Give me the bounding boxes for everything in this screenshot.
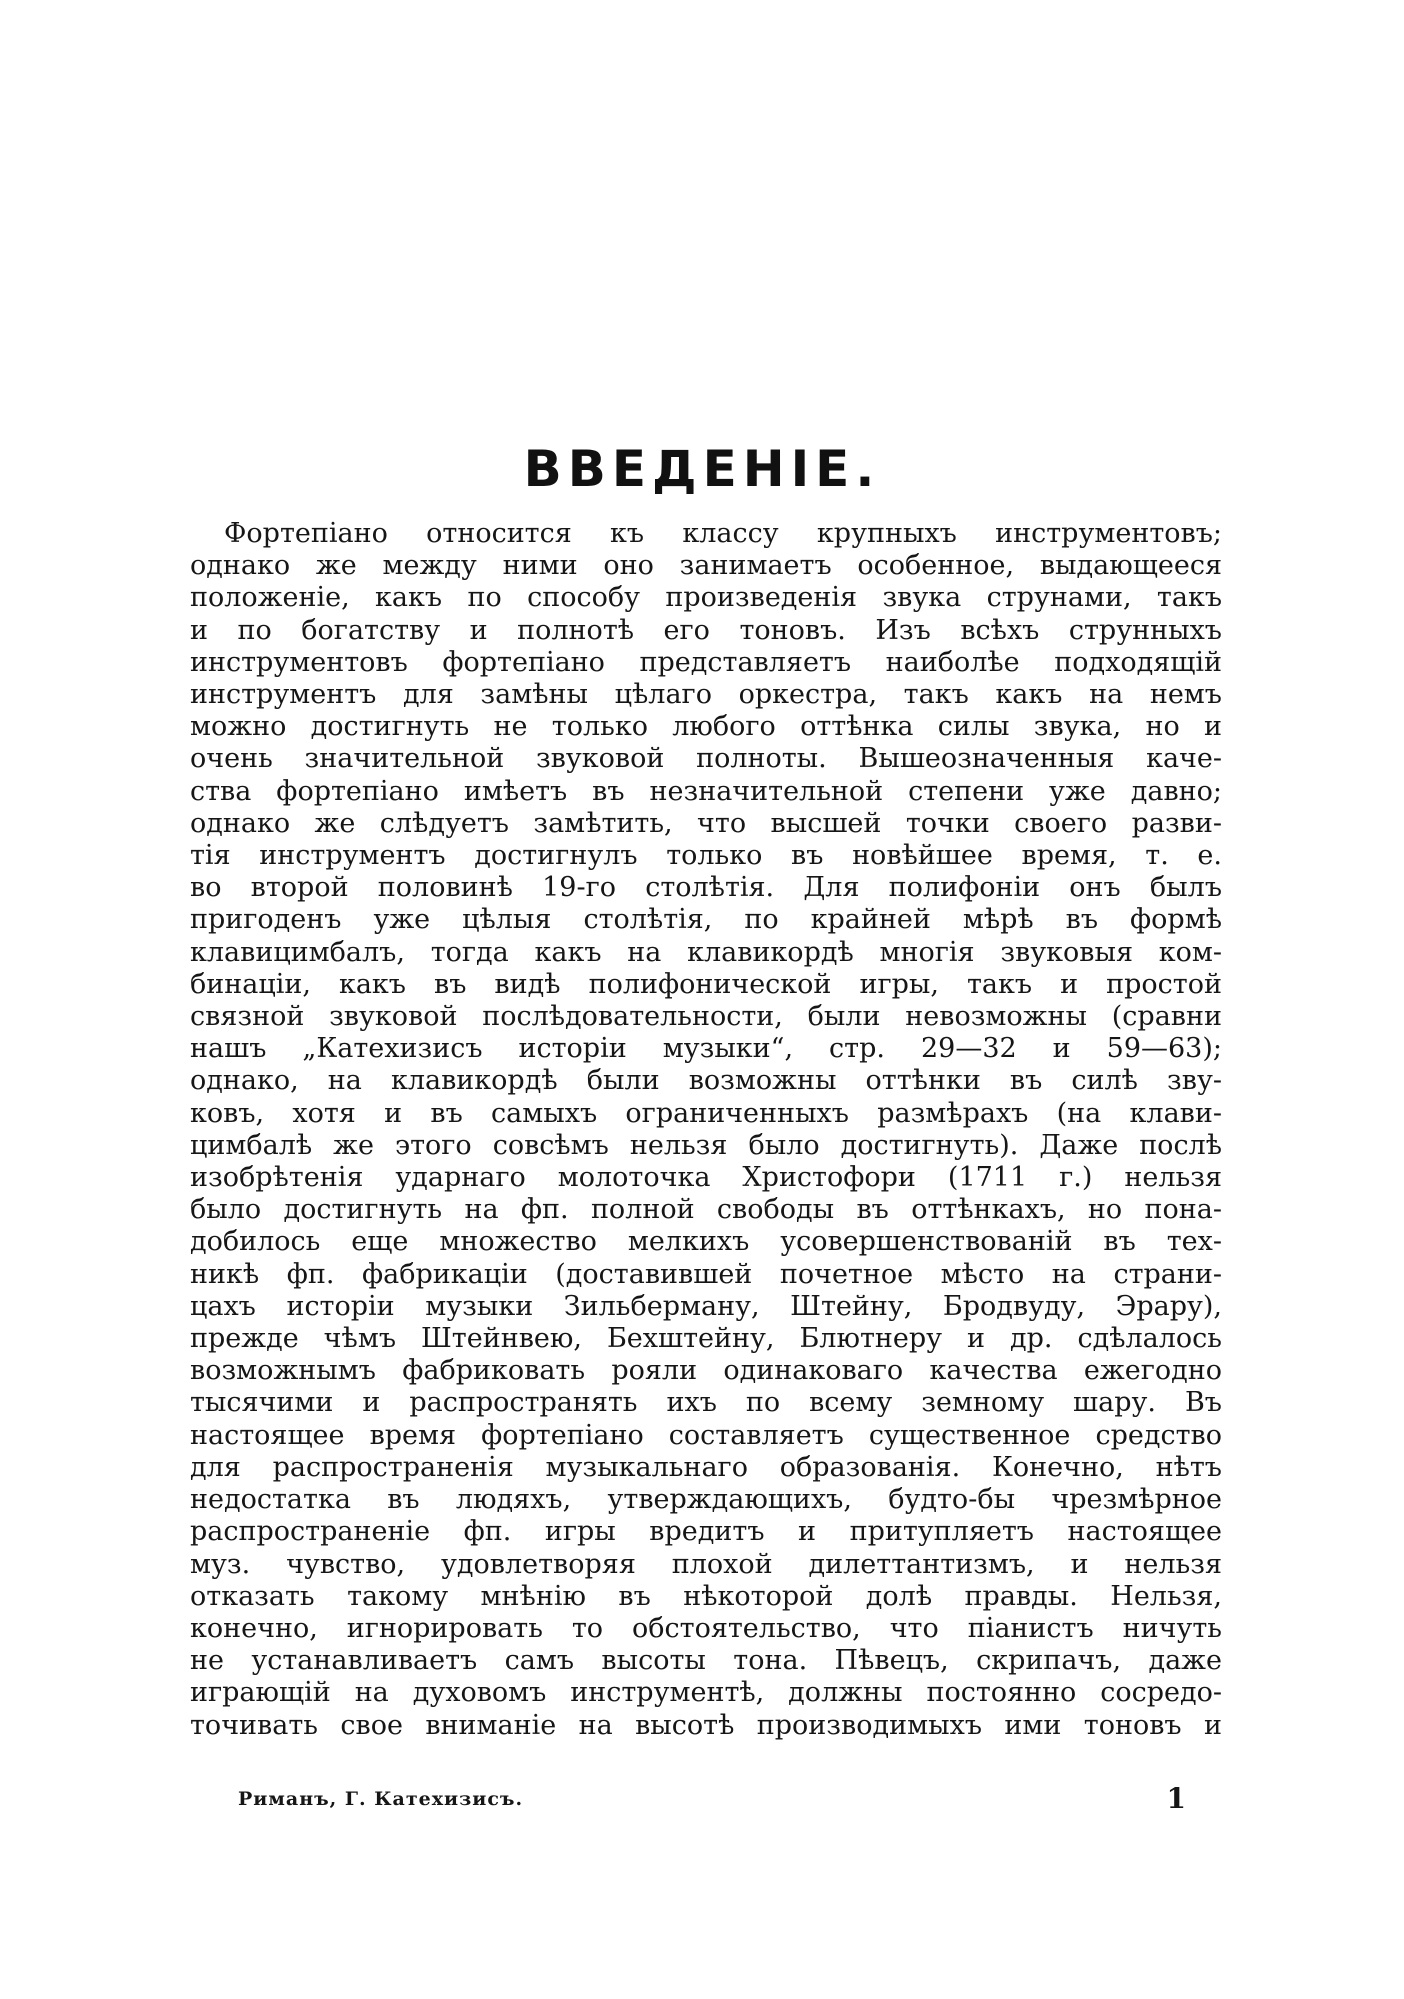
text-line: изобрѣтенія ударнаго молоточка Христофори (1711 г.) нельзя [190, 1162, 1222, 1194]
text-line: возможнымъ фабриковать рояли одинаковаго качества ежегодно [190, 1355, 1222, 1387]
text-line: цахъ исторіи музыки Зильберману, Штейну, Бродвуду, Эрару), [190, 1290, 1222, 1322]
text-line: пригоденъ уже цѣлыя столѣтія, по крайней мѣрѣ въ формѣ [190, 904, 1222, 936]
text-line: инструментовъ фортепіано представляетъ наиболѣе подходящій [190, 646, 1222, 678]
running-head: Риманъ, Г. Катехизисъ. [238, 1788, 524, 1810]
text-line: недостатка въ людяхъ, утверждающихъ, будто-бы чрезмѣрное [190, 1484, 1222, 1516]
text-line: конечно, игнорировать то обстоятельство, что піанистъ ничуть [190, 1612, 1222, 1644]
text-line: и по богатству и полнотѣ его тоновъ. Изъ всѣхъ струнныхъ [190, 614, 1222, 646]
text-line: ковъ, хотя и въ самыхъ ограниченныхъ размѣрахъ (на клави- [190, 1097, 1222, 1129]
text-line: однако же слѣдуетъ замѣтить, что высшей точки своего разви- [190, 807, 1222, 839]
text-line: однако же между ними оно занимаетъ особенное, выдающееся [190, 550, 1222, 582]
text-line: добилось еще множество мелкихъ усовершенствованій въ тех- [190, 1226, 1222, 1258]
page-number: 1 [1166, 1782, 1186, 1815]
text-line: играющій на духовомъ инструментѣ, должны постоянно сосредо- [190, 1677, 1222, 1709]
text-line: Фортепіано относится къ классу крупныхъ инструментовъ; [224, 518, 1222, 549]
text-line: ства фортепіано имѣетъ въ незначительной степени уже давно; [190, 775, 1222, 807]
text-line: точивать свое вниманіе на высотѣ производимыхъ ими тоновъ и [190, 1709, 1222, 1741]
text-line: связной звуковой послѣдовательности, были невозможны (сравни [190, 1001, 1222, 1033]
text-line: во второй половинѣ 19-го столѣтія. Для полифоніи онъ былъ [190, 872, 1222, 904]
text-line: тія инструментъ достигнулъ только въ новѣйшее время, т. е. [190, 840, 1222, 872]
text-line: бинаціи, какъ въ видѣ полифонической игры, такъ и простой [190, 968, 1222, 1000]
text-line: цимбалѣ же этого совсѣмъ нельзя было достигнуть). Даже послѣ [190, 1129, 1222, 1161]
text-line: очень значительной звуковой полноты. Вышеозначенныя каче- [190, 743, 1222, 775]
text-line: распространеніе фп. игры вредитъ и притупляетъ настоящее [190, 1516, 1222, 1548]
text-line: никѣ фп. фабрикаціи (доставившей почетное мѣсто на страни- [190, 1258, 1222, 1290]
text-line: тысячими и распространять ихъ по всему земному шару. Въ [190, 1387, 1222, 1419]
text-line: не устанавливаетъ самъ высоты тона. Пѣвецъ, скрипачъ, даже [190, 1645, 1222, 1677]
text-line: инструментъ для замѣны цѣлаго оркестра, такъ какъ на немъ [190, 679, 1222, 711]
text-line: прежде чѣмъ Штейнвею, Бехштейну, Блютнеру и др. сдѣлалось [190, 1323, 1222, 1355]
body-text [190, 518, 1222, 1742]
text-line: было достигнуть на фп. полной свободы въ оттѣнкахъ, но пона- [190, 1194, 1222, 1226]
text-line: муз. чувство, удовлетворяя плохой дилеттантизмъ, и нельзя [190, 1548, 1222, 1580]
text-line: настоящее время фортепіано составляетъ существенное средство [190, 1419, 1222, 1451]
chapter-title: ВВЕДЕНІЕ. [523, 440, 881, 498]
text-line: отказать такому мнѣнію въ нѣкоторой долѣ правды. Нельзя, [190, 1580, 1222, 1612]
text-line: положеніе, какъ по способу произведенія звука струнами, такъ [190, 582, 1222, 614]
page-footer [238, 1782, 1186, 1818]
text-line: можно достигнуть не только любого оттѣнка силы звука, но и [190, 711, 1222, 743]
text-line: нашъ „Катехизисъ исторіи музыки“, стр. 29—32 и 59—63); [190, 1033, 1222, 1065]
text-line: для распространенія музыкальнаго образованія. Конечно, нѣтъ [190, 1451, 1222, 1483]
text-line: клавицимбалъ, тогда какъ на клавикордѣ многія звуковыя ком- [190, 936, 1222, 968]
text-line: однако, на клавикордѣ были возможны оттѣнки въ силѣ зву- [190, 1065, 1222, 1097]
